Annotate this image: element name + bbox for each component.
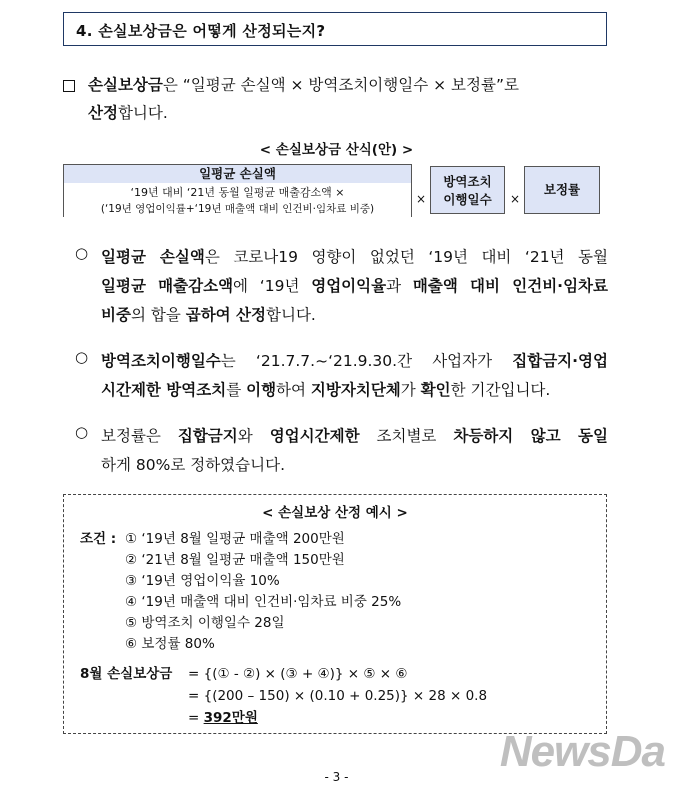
calc-line-1: = {(① - ②) × (③ + ④)} × ⑤ × ⑥ xyxy=(188,666,408,682)
calc-line-3 xyxy=(188,708,258,729)
b2-text-1: 는 ‘21.7.7.~‘21.9.30.간 사업자가 xyxy=(220,352,513,370)
intro-lead-text: 은 “일평균 손실액 × 방역조치이행일수 × 보정률”로 xyxy=(162,76,519,94)
b2-text-2: 를 xyxy=(226,381,247,399)
b1-text-2: 에 ‘19년 xyxy=(233,277,312,295)
intro-lead-bold: 손실보상금 xyxy=(88,76,163,94)
bullet-2-line-2 xyxy=(101,373,608,408)
b1-text-4: 의 합을 xyxy=(130,306,186,324)
condition-1: ① ‘19년 8월 일평균 매출액 200만원 xyxy=(125,531,345,547)
times-sign-1: × xyxy=(416,192,427,206)
checkbox-square-icon xyxy=(63,80,75,92)
bullet-3-line-2 xyxy=(101,448,608,483)
b2-term-3: 시간제한 방역조치 xyxy=(101,381,227,399)
b2-term-6: 확인 xyxy=(420,381,451,399)
b1-text-5: 합니다. xyxy=(266,306,316,324)
b1-term-6: 곱하여 산정 xyxy=(185,306,266,324)
intro-line-2 xyxy=(88,100,608,126)
daily-loss-box-body xyxy=(64,183,411,217)
b2-term-2: 집합금지·영업 xyxy=(512,352,608,370)
b2-term-4: 이행 xyxy=(246,381,277,399)
quarantine-days-line-2: 이행일수 xyxy=(443,192,492,207)
b3-text-1: 보정률은 xyxy=(101,427,178,445)
b3-term-2: 영업시간제한 xyxy=(269,427,360,445)
b2-text-5: 한 기간입니다. xyxy=(450,381,551,399)
b3-text-3: 조치별로 xyxy=(359,427,454,445)
intro-line-1 xyxy=(88,72,608,98)
correction-rate-box: 보정률 xyxy=(524,166,600,214)
bullet-3-symbol: ○ xyxy=(75,423,89,441)
bullet-1-line-3 xyxy=(101,298,608,333)
quarantine-days-line-1: 방역조치 xyxy=(443,174,492,189)
b1-term-4: 매출액 대비 인건비·임차료 xyxy=(412,277,608,295)
bullet-2-symbol: ○ xyxy=(75,348,89,366)
condition-3: ③ ‘19년 영업이익율 10% xyxy=(125,573,280,589)
bullet-1-symbol: ○ xyxy=(75,244,89,262)
quarantine-days-box xyxy=(430,166,505,214)
calc-result-value: 392만원 xyxy=(203,710,258,726)
condition-label: 조건 : xyxy=(80,531,117,547)
b1-term-2: 일평균 매출감소액 xyxy=(101,277,234,295)
formula-title: < 손실보상금 산식(안) > xyxy=(259,142,414,158)
calc-line-2: = {(200 – 150) × (0.10 + 0.25)} × 28 × 0.8 xyxy=(188,688,488,704)
daily-loss-line-2: (‘19년 영업이익률+‘19년 매출액 대비 인건비·임차료 비중) xyxy=(100,203,375,215)
condition-2: ② ‘21년 8월 일평균 매출액 150만원 xyxy=(125,552,345,568)
condition-5: ⑤ 방역조치 이행일수 28일 xyxy=(125,615,285,631)
daily-loss-box xyxy=(63,164,412,217)
b3-term: 집합금지 xyxy=(177,427,238,445)
b2-term-5: 지방자치단체 xyxy=(310,381,401,399)
b1-term-5: 비중 xyxy=(101,306,131,324)
page-number: - 3 - xyxy=(324,770,349,784)
intro-line2-bold: 산정 xyxy=(88,104,118,122)
b1-term-3: 영업이익율 xyxy=(311,277,387,295)
section-heading: 4. 손실보상금은 어떻게 산정되는지? xyxy=(76,22,326,40)
intro-line2-text: 합니다. xyxy=(117,104,168,122)
calc-result-prefix: = xyxy=(188,710,204,726)
times-sign-2: × xyxy=(510,192,521,206)
b1-term: 일평균 손실액 xyxy=(101,248,205,266)
b3-term-3: 차등하지 않고 동일 xyxy=(453,427,608,445)
b3-text-2: 와 xyxy=(237,427,270,445)
section-heading-box xyxy=(63,12,607,46)
b3-text-4: 하게 80%로 정하였습니다. xyxy=(101,456,285,474)
b2-text-3: 하여 xyxy=(276,381,311,399)
daily-loss-box-header: 일평균 손실액 xyxy=(64,165,411,184)
example-title: < 손실보상 산정 예시 > xyxy=(262,505,408,521)
condition-4: ④ ‘19년 매출액 대비 인건비·임차료 비중 25% xyxy=(125,594,402,610)
b1-text-3: 과 xyxy=(386,277,413,295)
condition-6: ⑥ 보정률 80% xyxy=(125,636,215,652)
b1-text-1: 은 코로나19 영향이 없었던 ‘19년 대비 ‘21년 동월 xyxy=(204,248,608,266)
b2-term: 방역조치이행일수 xyxy=(101,352,221,370)
calc-label: 8월 손실보상금 xyxy=(80,666,173,682)
newsda-watermark-logo: NewsDa xyxy=(499,727,665,776)
b2-text-4: 가 xyxy=(400,381,421,399)
daily-loss-line-1: ‘19년 대비 ‘21년 동월 일평균 매출감소액 × xyxy=(130,186,345,199)
